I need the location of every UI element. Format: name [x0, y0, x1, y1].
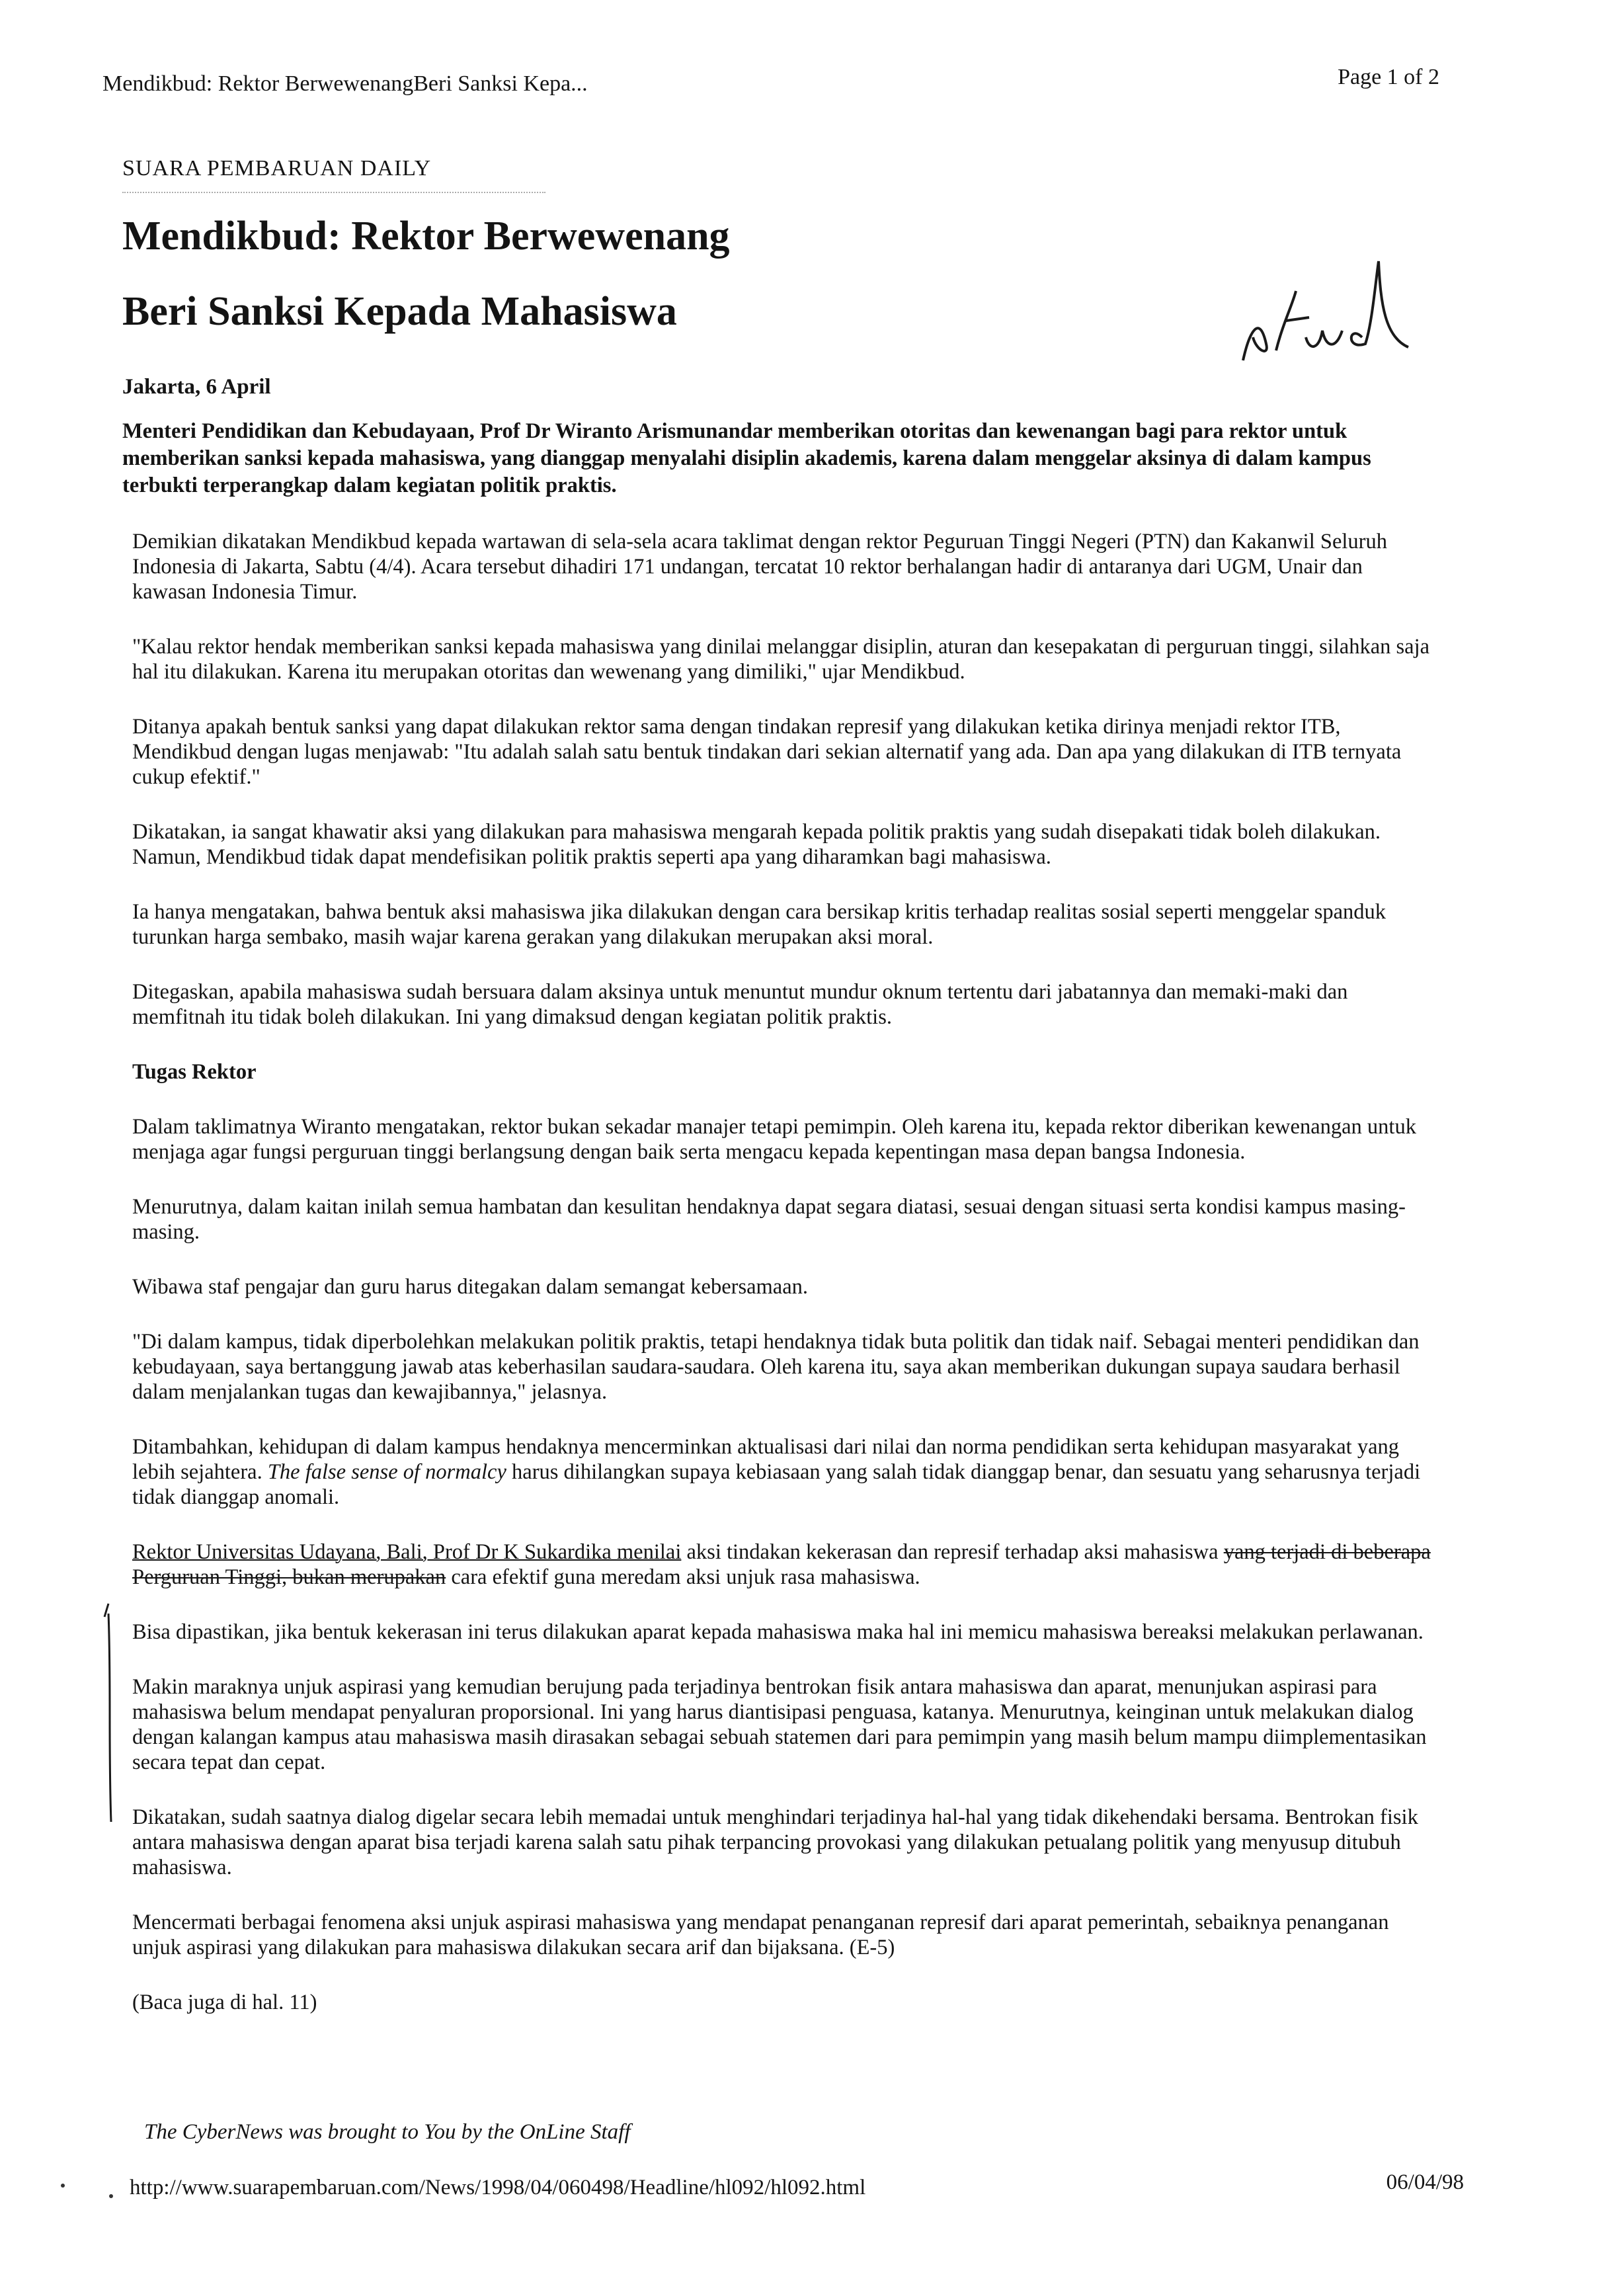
handwritten-underline-text: Rektor Universitas Udayana, Bali, Prof Dr K Sukardika menilai [132, 1540, 682, 1564]
paragraph-text: Ditambahkan, kehidupan di dalam kampus hendaknya mencerminkan aktualisasi dari nilai dan norma pendidikan serta kehidupan masyarakat yang lebih sejahtera. [132, 1435, 1399, 1484]
article-title-line1: Mendikbud: Rektor Berwewenang [122, 214, 730, 259]
running-title: Mendikbud: Rektor BerwewenangBeri Sanksi Kepa... [102, 71, 588, 96]
scan-speck [109, 2194, 113, 2198]
publication-name: SUARA PEMBARUAN DAILY [122, 156, 432, 181]
article-body [132, 529, 1431, 2045]
paragraph: Dikatakan, ia sangat khawatir aksi yang dilakukan para mahasiswa mengarah kepada politik praktis yang sudah disepakati tidak boleh dilakukan. Namun, Mendikbud tidak dapat mendefisikan politik praktis seperti apa yang diharamkan bagi mahasiswa. [132, 820, 1381, 869]
annotated-paragraph [132, 1539, 1431, 1590]
paragraph-text: cara efektif guna meredam aksi unjuk rasa mahasiswa. [446, 1565, 920, 1589]
paragraph-text: harus dihilangkan supaya kebiasaan yang salah tidak dianggap benar, dan sesuatu yang seharusnya terjadi tidak dianggap anomali. [132, 1460, 1421, 1509]
article-title-line2: Beri Sanksi Kepada Mahasiswa [122, 289, 677, 334]
paragraph: Ditegaskan, apabila mahasiswa sudah bersuara dalam aksinya untuk menuntut mundur oknum tertentu dari jabatannya dan memaki-maki dan memfitnah itu tidak boleh dilakukan. Ini yang dimaksud dengan kegiatan politik praktis. [132, 980, 1348, 1029]
paragraph: Ia hanya mengatakan, bahwa bentuk aksi mahasiswa jika dilakukan dengan cara bersikap kritis terhadap realitas sosial seperti menggelar spanduk turunkan harga sembako, masih wajar karena gerakan yang dilakukan merupakan aksi moral. [132, 900, 1387, 949]
paragraph: Menurutnya, dalam kaitan inilah semua hambatan dan kesulitan hendaknya dapat segara diatasi, sesuai dengan situasi serta kondisi kampus masing-masing. [132, 1195, 1406, 1244]
page-indicator: Page 1 of 2 [1338, 65, 1439, 89]
paragraph: "Di dalam kampus, tidak diperbolehkan melakukan politik praktis, tetapi hendaknya tidak buta politik dan tidak naif. Sebagai menteri pendidikan dan kebudayaan, saya bertanggung jawab atas keberhasilan saudara-saudara. Oleh karena itu, saya akan memberikan dukungan supaya saudara berhasil dalam menjalankan tugas dan kewajibannya," jelasnya. [132, 1330, 1420, 1404]
paragraph: Dalam taklimatnya Wiranto mengatakan, rektor bukan sekadar manajer tetapi pemimpin. Oleh karena itu, kepada rektor diberikan kewenangan untuk menjaga agar fungsi perguruan tinggi berlangsung dengan baik serta mengacu kepada kepentingan masa depan bangsa Indonesia. [132, 1115, 1416, 1164]
print-date: 06/04/98 [1386, 2170, 1464, 2194]
paragraph-text: aksi tindakan kekerasan dan represif terhadap aksi mahasiswa [681, 1540, 1224, 1564]
paragraph: Wibawa staf pengajar dan guru harus ditegakan dalam semangat kebersamaan. [132, 1275, 809, 1299]
paragraph: Makin maraknya unjuk aspirasi yang kemudian berujung pada terjadinya bentrokan fisik antara mahasiswa dan aparat, menunjukan aspirasi para mahasiswa belum mendapat penyaluran proporsional. Ini yang harus diantisipasi penguasa, katanya. Menurutnya, keinginan untuk melakukan dialog dengan kalangan kampus atau mahasiswa masih dirasakan sebagai sebuah statemen dari para pemimpin yang masih belum mampu diimplementasikan secara tepat dan cepat. [132, 1675, 1427, 1774]
section-subheading: Tugas Rektor [132, 1060, 257, 1084]
dateline: Jakarta, 6 April [122, 375, 271, 399]
paragraph: "Kalau rektor hendak memberikan sanksi kepada mahasiswa yang dinilai melanggar disiplin, aturan dan kesepakatan di perguruan tinggi, silahkan saja hal itu dilakukan. Karena itu merupakan otoritas dan wewenang yang dimiliki," ujar Mendikbud. [132, 635, 1430, 684]
scan-speck [61, 2184, 65, 2188]
article-lead: Menteri Pendidikan dan Kebudayaan, Prof Dr Wiranto Arismunandar memberikan otoritas dan kewenangan bagi para rektor untuk memberikan sanksi kepada mahasiswa, yang dianggap menyalahi disiplin akademis, karena dalam menggelar aksinya di dalam kampus terbukti terperangkap dalam kegiatan politik praktis. [122, 419, 1371, 497]
handwritten-strike-text: yang terjadi di beberapa Perguruan Tinggi, bukan merupakan [132, 1540, 1431, 1589]
paragraph [132, 1434, 1431, 1510]
see-also-note: (Baca juga di hal. 11) [132, 1990, 317, 2014]
paragraph: Dikatakan, sudah saatnya dialog digelar secara lebih memadai untuk menghindari terjadinya hal-hal yang tidak dikehendaki bersama. Bentrokan fisik antara mahasiswa dengan aparat bisa terjadi karena salah satu pihak terpancing provokasi yang dilakukan petualang politik yang menyusup ditubuh mahasiswa. [132, 1805, 1418, 1879]
paragraph: Demikian dikatakan Mendikbud kepada wartawan di sela-sela acara taklimat dengan rektor Peguruan Tinggi Negeri (PTN) dan Kakanwil Seluruh Indonesia di Jakarta, Sabtu (4/4). Acara tersebut dihadiri 171 undangan, tercatat 10 rektor berhalangan hadir di antaranya dari UGM, Unair dan kawasan Indonesia Timur. [132, 530, 1387, 604]
margin-bracket-icon [99, 1600, 126, 1825]
credit-line: The CyberNews was brought to You by the OnLine Staff [144, 2120, 631, 2144]
paragraph: Ditanya apakah bentuk sanksi yang dapat dilakukan rektor sama dengan tindakan represif yang dilakukan ketika dirinya menjadi rektor ITB, Mendikbud dengan lugas menjawab: "Itu adalah salah satu bentuk tindakan dari sekian alternatif yang ada. Dan apa yang dilakukan di ITB ternyata cukup efektif." [132, 715, 1402, 789]
handwritten-signature-icon [1230, 251, 1415, 370]
source-url: http://www.suarapembaruan.com/News/1998/04/060498/Headline/hl092/hl092.html [130, 2176, 866, 2199]
paragraph: Mencermati berbagai fenomena aksi unjuk aspirasi mahasiswa yang mendapat penanganan represif dari aparat pemerintah, sebaiknya penanganan unjuk aspirasi yang dilakukan para mahasiswa dilakukan secara arif dan bijaksana. (E-5) [132, 1910, 1389, 1959]
italic-phrase: The false sense of normalcy [267, 1460, 506, 1484]
paragraph: Bisa dipastikan, jika bentuk kekerasan ini terus dilakukan aparat kepada mahasiswa maka hal ini memicu mahasiswa bereaksi melakukan perlawanan. [132, 1620, 1424, 1644]
publication-rule [122, 192, 545, 193]
